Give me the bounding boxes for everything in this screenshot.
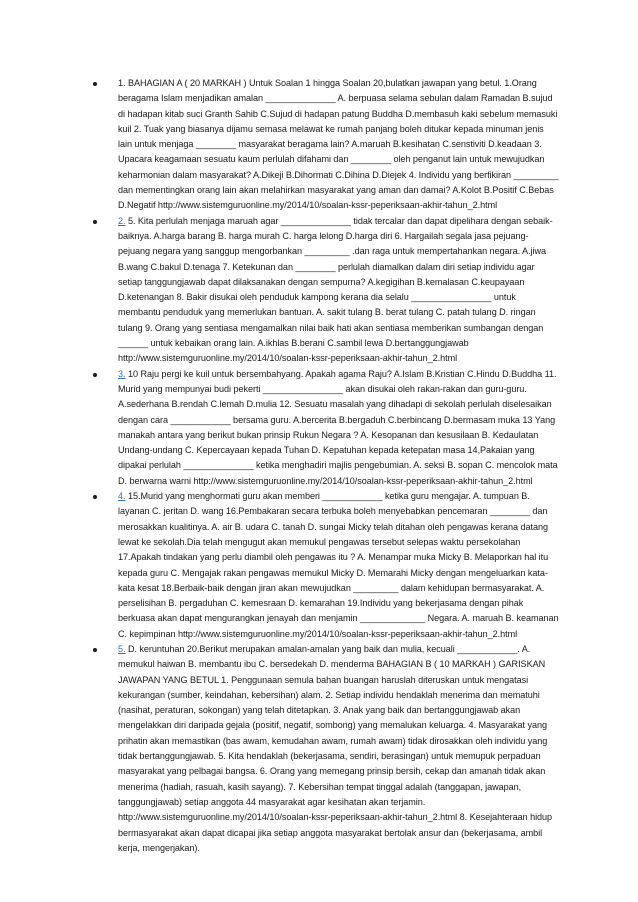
bullet-icon [93, 373, 97, 377]
bullet-icon [93, 648, 97, 652]
list-item [82, 214, 560, 367]
item-number-link[interactable]: 3. [118, 368, 126, 379]
item-text: 1. BAHAGIAN A ( 20 MARKAH ) Untuk Soalan 1 hingga Soalan 20,bulatkan jawapan yang betul. 1.Orang beragama Islam menjadikan amalan ______________ A. berpuasa selama sebulan dalam Ramadan B.sujud di hadapan kitab suci Granth Sahib C.Sujud di hadapan patung Buddha D.membasuh kaki sebelum memasuki kuil 2. Tuak yang biasanya dijamu semasa melawat ke rumah panjang boleh ditukar kepada minuman jenis lain untuk menjaga ________ masyarakat beragama lain? A.maruah B.kesihatan C.senstiviti D.keadaan 3. Upacara keagamaan sesuatu kaum perlulah difahami dan ________ oleh penganut lain untuk mewujudkan keharmonian dalam masyarakat? A.Dikeji B.Dihormati C.Dihina D.Diejek 4. Individu yang berfikiran _________ dan mementingkan orang lain akan melahirkan masyarakat yang aman dan damai? A.Kolot B.Positif C.Bebas D.Negatif http://www.sistemguruonline.my/2014/10/soalan-kssr-peperiksaan-akhir-tahun_2.html [118, 78, 559, 211]
item-text: 10 Raju pergi ke kuil untuk bersembahyang. Apakah agama Raju? A.Islam B.Kristian C.Hindu D.Buddha 11. Murid yang mempunyai budi pekerti ________________ akan disukai oleh rakan-rakan dan guru-guru. A.sederhana B.rendah C.lemah D.mulia 12. Sesuatu masalah yang dihadapi di sekolah perlulah diselesaikan dengan cara ____________ bersama guru. A.bercerita B.bergaduh C.berbincang D.bermasam muka 13 Yang manakah antara yang berikut bukan prinsip Rukun Negara ? A. Kesopanan dan kesusilaan B. Kedaulatan Undang-undang C. Kepercayaan kepada Tuhan D. Kepatuhan kepada ketepatan masa 14,Pakaian yang dipakai perlulah ______________ ketika menghadiri majlis pengebumian. A. seksi B. sopan C. mencolok mata D. berwarna warni http://www.sistemguruonline.my/2014/10/soalan-kssr-peperiksaan-akhir-tahun_2.html [118, 368, 558, 486]
bullet-icon [93, 82, 97, 86]
item-text: 15.Murid yang menghormati guru akan memberi ____________ ketika guru mengajar. A. tumpuan B. layanan C. jeritan D. wang 16.Pembakaran secara terbuka boleh menyebabkan pencemaran ________ dan merosakkan kualitinya. A. air B. udara C. tanah D. sungai Micky telah ditahan oleh pengawas kerana datang lewat ke sekolah.Dia telah mengugut akan memukul pengawas tersebut selepas waktu persekolahan 17.Apakah tindakan yang perlu diambil oleh pengawas itu ? A. Menampar muka Micky B. Melaporkan hal itu kepada guru C. Mengajak rakan pengawas memukul Micky D. Memarahi Micky dengan mengeluarkan kata-kata kesat 18.Berbaik-baik dengan jiran akan mewujudkan _________ dalam kehidupan bermasyarakat. A. perselisihan B. pergaduhan C. kemesraan D. kemarahan 19.Individu yang bekerjasama dengan pihak berkuasa akan dapat mengurangkan jenayah dan menjamin _____________ Negara. A. maruah B. keamanan C. kepimpinan http://www.sistemguruonline.my/2014/10/soalan-kssr-peperiksaan-akhir-tahun_2.html [118, 491, 559, 639]
item-text: 5. Kita perlulah menjaga maruah agar ______________ tidak tercalar dan dapat dipelihara dengan sebaik-baiknya. A.harga barang B. harga murah C. harga lelong D.harga diri 6. Hargailah segala jasa pejuang-pejuang negara yang sanggup mengorbankan _________ .dan raga untuk mempertahankan negara. A.jiwa B.wang C.bakul D.tenaga 7. Ketekunan dan ________ perlulah diamalkan dalam diri setiap individu agar setiap tanggungjawab dapat dilaksanakan dengan sempurna? A.kegigihan B.kemalasan C.keupayaan D.ketenangan 8. Bakir disukai oleh penduduk kampong kerana dia selalu ________________ untuk membantu penduduk yang memerlukan bantuan. A. sakit tulang B. berat tulang C. patah tulang D. ringan tulang 9. Orang yang sentiasa mengamalkan nilai baik hati akan sentiasa memberikan sumbangan dengan ______ untuk kebaikan orang lain. A.ikhlas B.berani C.sambil lewa D.bertanggungjawab http://www.sistemguruonline.my/2014/10/soalan-kssr-peperiksaan-akhir-tahun_2.html [118, 215, 553, 364]
list-item [82, 367, 560, 489]
item-number-link[interactable]: 4. [118, 491, 126, 502]
list-item [82, 76, 560, 214]
bullet-icon [93, 495, 97, 499]
item-number-link[interactable]: 5. [118, 643, 126, 654]
item-number-link[interactable]: 2. [118, 215, 126, 226]
item-text: D. keruntuhan 20.Berikut merupakan amalan-amalan yang baik dan mulia, kecuali ____________. A. memukul haiwan B. membantu ibu C. bersedekah D. menderma BAHAGIAN B ( 10 MARKAH ) GARISKAN JAWAPAN YANG BETUL 1. Penggunaan semula bahan buangan haruslah diteruskan untuk mengatasi kekurangan (sumber, keindahan, kebersihan) alam. 2. Setiap individu hendaklah menerima dan mematuhi (nasihat, peraturan, sokongan) yang telah ditetapkan. 3. Anak yang baik dan bertanggungjawab akan mengelakkan diri daripada gejala (positif, negatif, sombong) yang memalukan keluarga. 4. Masyarakat yang prihatin akan memastikan (bas awam, kemudahan awam, rumah awam) tidak dirosakkan oleh individu yang tidak bertanggungjawab. 5. Kita hendaklah (bekerjasama, sendiri, berasingan) untuk memupuk perpaduan masyarakat yang pelbagai bangsa. 6. Orang yang memegang prinsip bersih, cekap dan amanah tidak akan menerima (hadiah, rasuah, kasih sayang). 7. Kebersihan tempat tinggal adalah (tanggapan, jawapan, tanggungjawab) setiap anggota 44 masyarakat agar kesihatan akan terjamin. http://www.sistemguruonline.my/2014/10/soalan-kssr-peperiksaan-akhir-tahun_2.html 8. Kesejahteraan hidup bermasyarakat akan dapat dicapai jika setiap anggota masyarakat bertolak ansur dan (bekerjasama, ambil kerja, mengerjakan). [118, 643, 553, 853]
list-item [82, 642, 560, 856]
bullet-list [82, 76, 560, 856]
list-item [82, 489, 560, 642]
bullet-icon [93, 220, 97, 224]
